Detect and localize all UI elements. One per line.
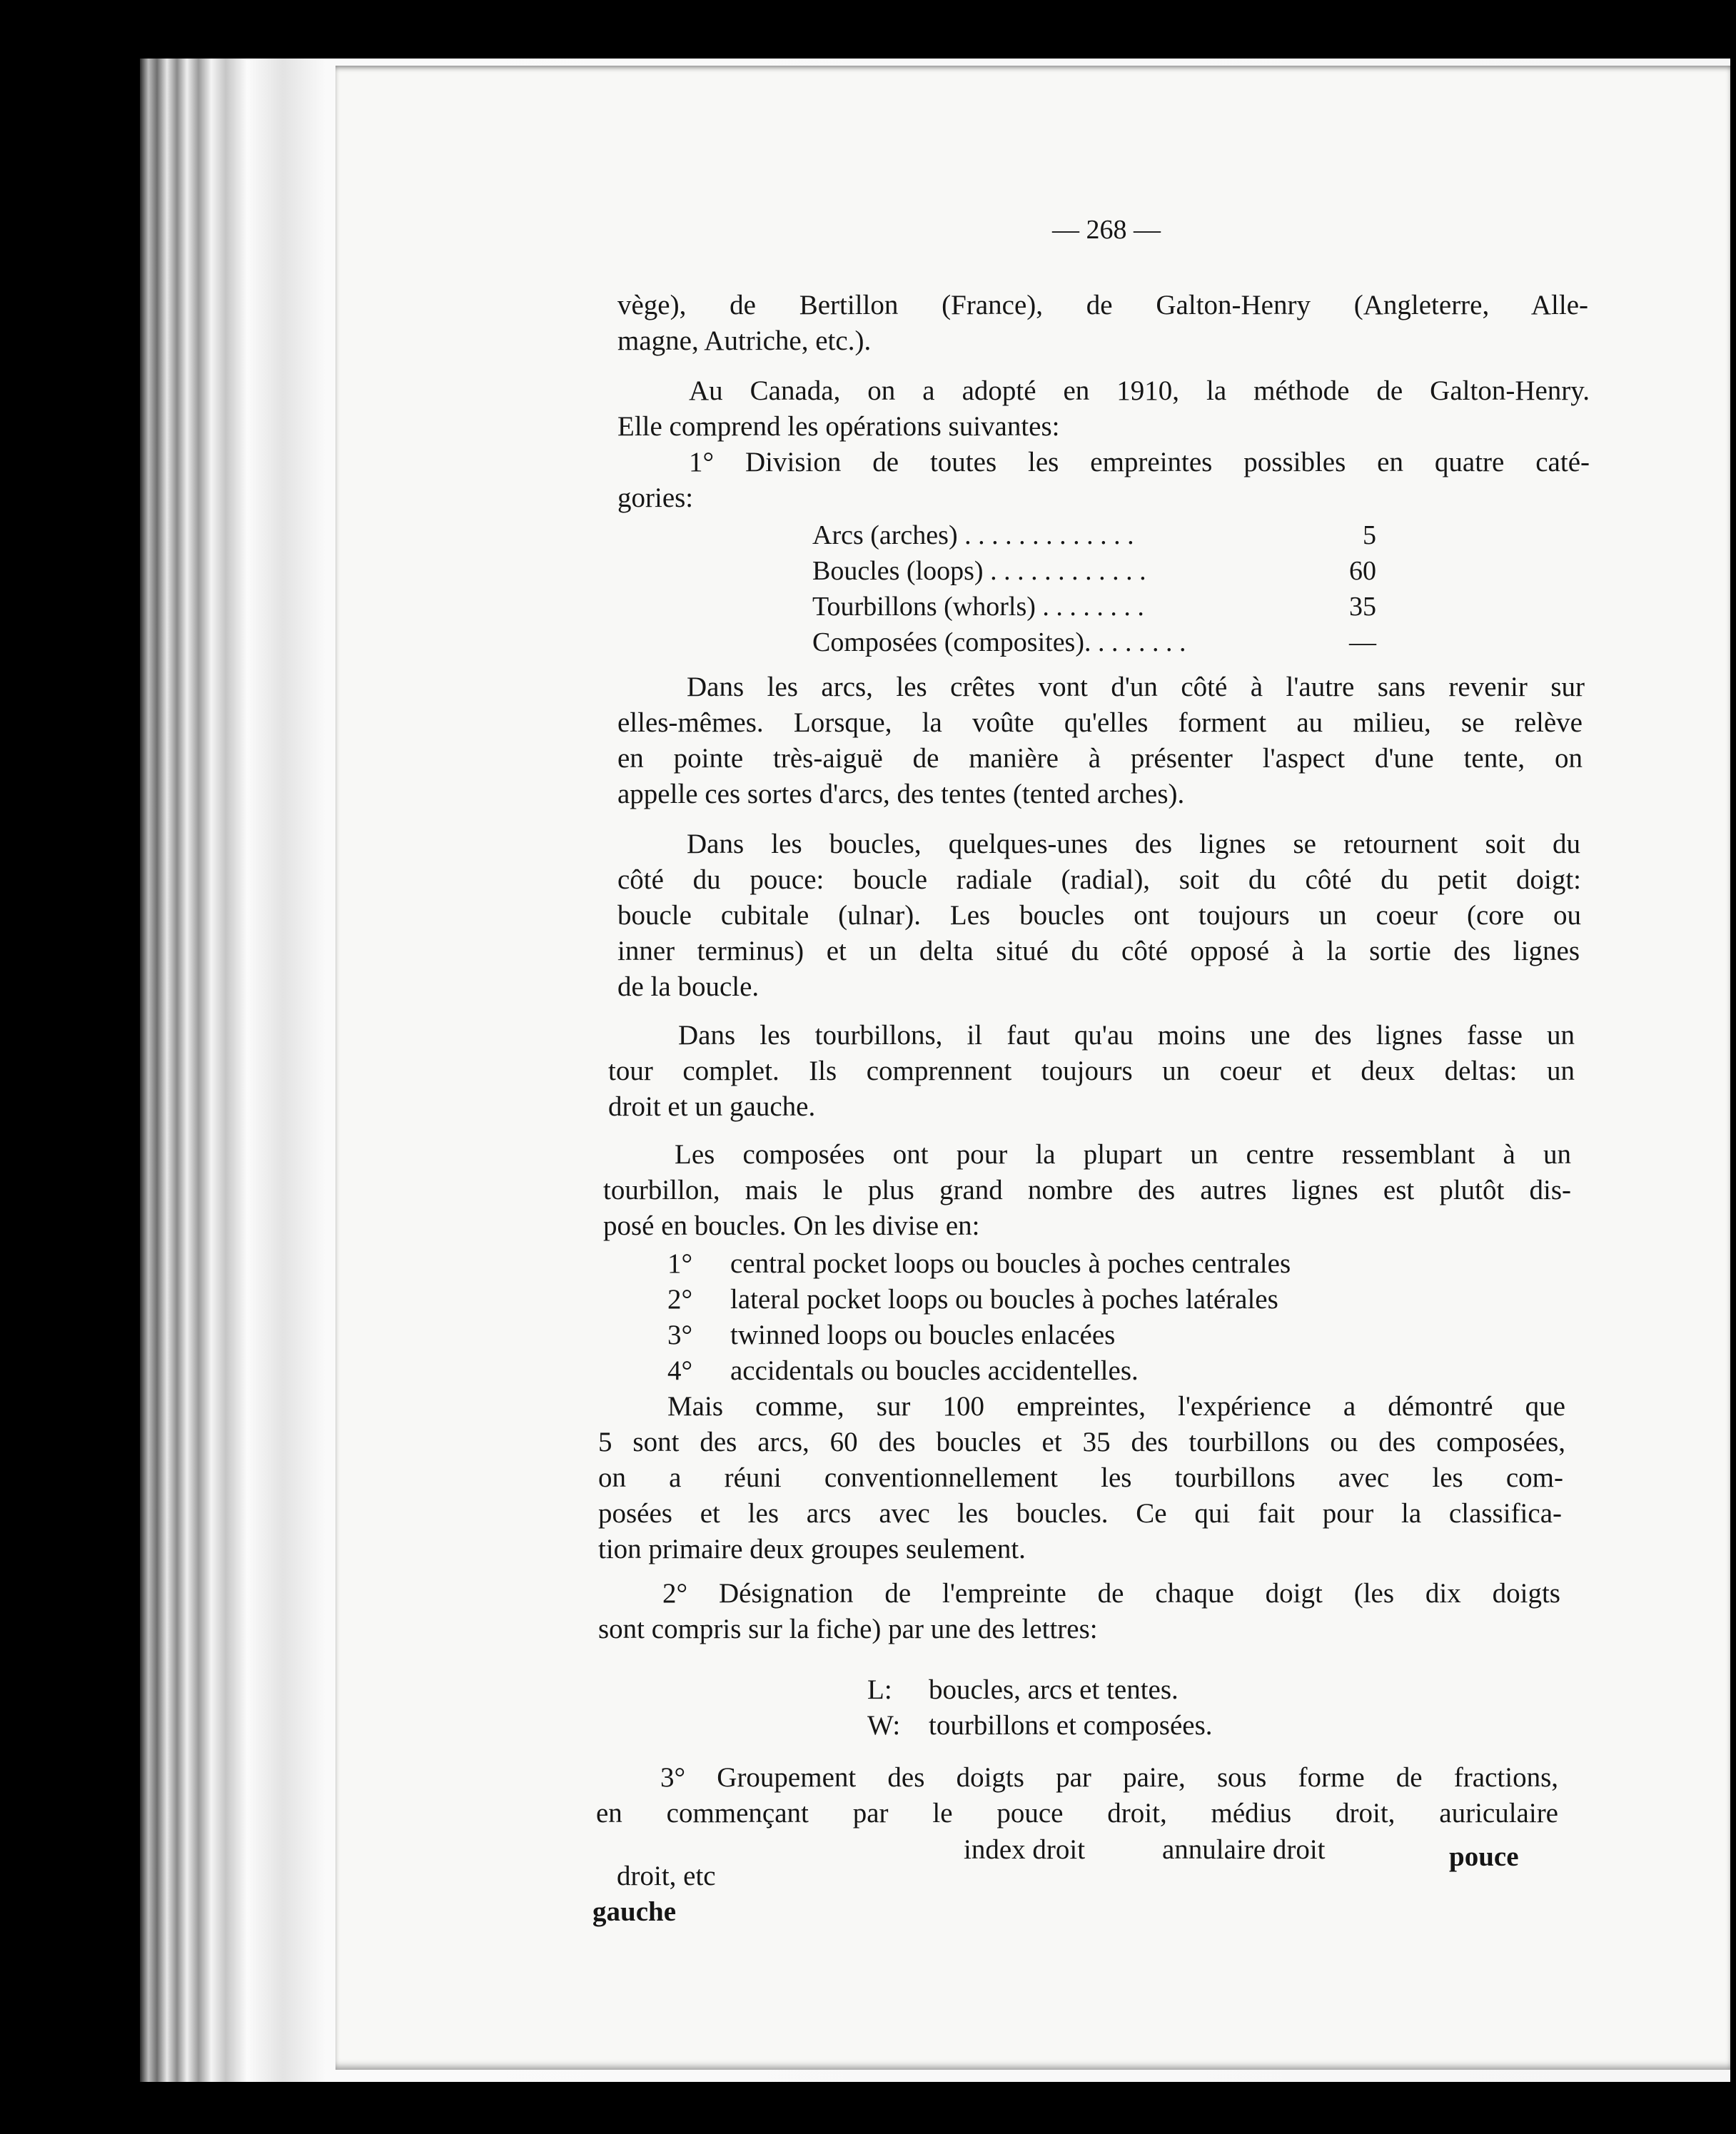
list-item — [667, 1248, 1291, 1280]
list-item — [667, 1319, 1115, 1351]
tourbillons-line-3: droit et un gauche. — [608, 1091, 816, 1122]
letter-code: W: — [867, 1710, 901, 1741]
step2-line-1: 2° Désignation de l'empreinte de chaque doigt (les dix doigts — [662, 1578, 1560, 1609]
step3-line-2: en commençant par le pouce droit, médius droit, auriculaire — [596, 1798, 1558, 1829]
intro-line-2: magne, Autriche, etc.). — [617, 325, 872, 356]
category-row — [812, 627, 1376, 658]
mais-line-5: tion primaire deux groupes seulement. — [598, 1534, 1026, 1564]
category-label: Tourbillons (whorls) . . . . . . . . — [812, 592, 1144, 622]
arcs-line-4: appelle ces sortes d'arcs, des tentes (tented arches). — [617, 779, 1185, 809]
boucles-line-3: boucle cubitale (ulnar). Les boucles ont toujours un coeur (core ou — [617, 900, 1581, 931]
fraction-pouce: pouce — [1449, 1841, 1519, 1872]
tourbillons-line-2: tour complet. Ils comprennent toujours un coeur et deux deltas: un — [608, 1056, 1575, 1086]
fraction-index-droit: index droit — [964, 1834, 1086, 1865]
fraction-annulaire-droit: annulaire droit — [1162, 1834, 1326, 1865]
category-row — [812, 520, 1376, 551]
mais-line-4: posées et les arcs avec les boucles. Ce qui fait pour la classifica- — [598, 1498, 1562, 1529]
category-row — [812, 591, 1376, 622]
letter-code-row — [867, 1709, 1213, 1741]
arcs-line-1: Dans les arcs, les crêtes vont d'un côté à l'autre sans revenir sur — [687, 672, 1585, 702]
category-row — [812, 555, 1376, 587]
list-number: 2° — [667, 1284, 693, 1315]
tourbillons-line-1: Dans les tourbillons, il faut qu'au moins une des lignes fasse un — [678, 1020, 1575, 1051]
arcs-line-2: elles-mêmes. Lorsque, la voûte qu'elles forment au milieu, se relève — [617, 707, 1583, 738]
arcs-line-3: en pointe très-aiguë de manière à présenter l'aspect d'une tente, on — [617, 743, 1583, 774]
composees-line-1: Les composées ont pour la plupart un centre ressemblant à un — [675, 1139, 1571, 1170]
boucles-line-4: inner terminus) et un delta situé du côté opposé à la sortie des lignes — [617, 936, 1580, 966]
list-text: accidentals ou boucles accidentelles. — [730, 1355, 1139, 1386]
category-label: Composées (composites). . . . . . . . — [812, 627, 1186, 657]
composees-line-3: posé en boucles. On les divise en: — [603, 1210, 980, 1241]
step1-line-2: gories: — [617, 482, 694, 513]
tail-gauche: gauche — [592, 1896, 676, 1927]
list-item — [667, 1283, 1278, 1315]
list-number: 4° — [667, 1355, 693, 1386]
list-item — [667, 1355, 1139, 1387]
letter-code: L: — [867, 1674, 892, 1705]
list-text: twinned loops ou boucles enlacées — [730, 1320, 1116, 1350]
category-label: Arcs (arches) . . . . . . . . . . . . . — [812, 520, 1134, 550]
mais-line-2: 5 sont des arcs, 60 des boucles et 35 des tourbillons ou des composées, — [598, 1427, 1565, 1457]
boucles-line-5: de la boucle. — [617, 971, 760, 1002]
boucles-line-1: Dans les boucles, quelques-unes des lignes se retournent soit du — [687, 829, 1580, 859]
letter-code-text: tourbillons et composées. — [929, 1710, 1213, 1741]
intro-line-1: vège), de Bertillon (France), de Galton-Henry (Angleterre, Alle- — [617, 290, 1588, 320]
step3-line-1: 3° Groupement des doigts par paire, sous forme de fractions, — [660, 1762, 1558, 1793]
canada-line-2: Elle comprend les opérations suivantes: — [617, 411, 1060, 442]
list-number: 3° — [667, 1320, 693, 1350]
mais-line-3: on a réuni conventionnellement les tourbillons avec les com- — [598, 1462, 1563, 1493]
composees-line-2: tourbillon, mais le plus grand nombre des autres lignes est plutôt dis- — [603, 1175, 1571, 1205]
letter-code-row — [867, 1674, 1179, 1706]
step1-line-1: 1° Division de toutes les empreintes possibles en quatre caté- — [689, 447, 1590, 477]
mais-line-1: Mais comme, sur 100 empreintes, l'expérience a démontré que — [667, 1391, 1565, 1422]
category-count: — — [1349, 627, 1376, 657]
letter-code-text: boucles, arcs et tentes. — [929, 1674, 1179, 1705]
category-count: 35 — [1349, 592, 1376, 622]
canada-line-1: Au Canada, on a adopté en 1910, la méthode de Galton-Henry. — [689, 375, 1590, 406]
category-label: Boucles (loops) . . . . . . . . . . . . — [812, 556, 1146, 586]
category-count: 5 — [1363, 520, 1376, 550]
tail-droit-etc: droit, etc — [617, 1861, 716, 1891]
list-text: lateral pocket loops ou boucles à poches latérales — [730, 1284, 1278, 1315]
list-text: central pocket loops ou boucles à poches centrales — [730, 1248, 1291, 1279]
boucles-line-2: côté du pouce: boucle radiale (radial), soit du côté du petit doigt: — [617, 864, 1581, 895]
page-number: — 268 — — [1052, 215, 1161, 245]
step2-line-2: sont compris sur la fiche) par une des lettres: — [598, 1614, 1098, 1644]
list-number: 1° — [667, 1248, 693, 1279]
category-count: 60 — [1349, 556, 1376, 586]
